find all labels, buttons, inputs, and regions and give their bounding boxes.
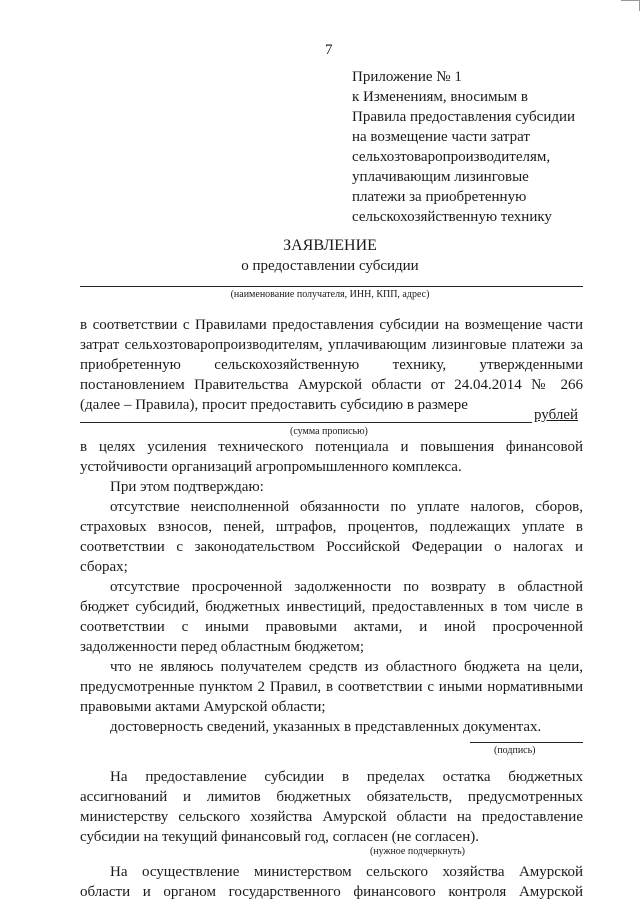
consent-line: министерству сельского хозяйства Амурской области на предоставление bbox=[80, 809, 583, 825]
recipient-caption: (наименование получателя, ИНН, КПП, адрес) bbox=[230, 289, 430, 300]
signature-caption: (подпись) bbox=[494, 745, 536, 756]
confirm4-line: достоверность сведений, указанных в представленных документах. bbox=[110, 719, 542, 735]
para2-line: устойчивости организаций агропромышленного комплекса. bbox=[80, 459, 462, 475]
para1-line: постановлением Правительства Амурской области от 24.04.2014 № 266 bbox=[80, 377, 583, 393]
page-title: ЗАЯВЛЕНИЕ bbox=[283, 237, 377, 254]
confirm3-line: правовыми актами Амурской области; bbox=[80, 699, 326, 715]
appendix-line: платежи за приобретенную bbox=[352, 189, 527, 205]
para1-line: приобретенную сельскохозяйственную технику, утвержденными bbox=[80, 357, 583, 373]
confirm-intro: При этом подтверждаю: bbox=[110, 479, 264, 495]
confirm2-line: соответствии с иными правовыми актами, и иной просроченной bbox=[80, 619, 583, 635]
page-corner-mark bbox=[621, 0, 640, 11]
confirm2-line: задолженности перед областным бюджетом; bbox=[80, 639, 364, 655]
appendix-line: уплачивающим лизинговые bbox=[352, 169, 529, 185]
recipient-field-line bbox=[80, 286, 583, 287]
confirm1-line: отсутствие неисполненной обязанности по уплате налогов, сборов, bbox=[110, 499, 583, 515]
appendix-line: сельхозтоваропроизводителям, bbox=[352, 149, 551, 165]
sum-field-line bbox=[80, 422, 532, 423]
para1-line: (далее – Правила), просит предоставить субсидию в размере bbox=[80, 397, 468, 413]
rubles-label: рублей bbox=[534, 407, 579, 423]
appendix-line: к Изменениям, вносимым в bbox=[352, 89, 528, 105]
appendix-line: Правила предоставления субсидии bbox=[352, 109, 576, 125]
confirm3-line: предусмотренные пунктом 2 Правил, в соответствии с иными нормативными bbox=[80, 679, 583, 695]
appendix-line: на возмещение части затрат bbox=[352, 129, 530, 145]
para1-line: в соответствии с Правилами предоставления субсидии на возмещение части bbox=[80, 317, 583, 333]
page-number: 7 bbox=[325, 42, 333, 58]
confirm2-line: отсутствие просроченной задолженности по возврату в областной bbox=[110, 579, 583, 595]
sum-caption: (сумма прописью) bbox=[290, 426, 368, 437]
control-line: На осуществление министерством сельского хозяйства Амурской bbox=[110, 864, 583, 880]
consent-line: субсидии на текущий финансовый год, согласен (не согласен). bbox=[80, 829, 479, 845]
confirm3-line: что не являюсь получателем средств из областного бюджета на цели, bbox=[110, 659, 583, 675]
signature-field-line bbox=[470, 742, 583, 743]
consent-line: На предоставление субсидии в пределах остатка бюджетных bbox=[110, 769, 583, 785]
para2-line: в целях усиления технического потенциала и повышения финансовой bbox=[80, 439, 583, 455]
control-line: области и органом государственного финансового контроля Амурской bbox=[80, 884, 583, 900]
confirm1-line: страховых взносов, пеней, штрафов, процентов, подлежащих уплате в bbox=[80, 519, 583, 535]
confirm2-line: бюджет субсидий, бюджетных инвестиций, предоставленных в том числе в bbox=[80, 599, 583, 615]
confirm1-line: соответствии с законодательством Российской Федерации о налогах и bbox=[80, 539, 583, 555]
appendix-line: сельскохозяйственную технику bbox=[352, 209, 552, 225]
page-subtitle: о предоставлении субсидии bbox=[241, 258, 419, 274]
appendix-line: Приложение № 1 bbox=[352, 69, 462, 85]
confirm1-line: сборах; bbox=[80, 559, 128, 575]
para1-line: затрат сельхозтоваропроизводителям, уплачивающим лизинговые платежи за bbox=[80, 337, 583, 353]
underline-caption: (нужное подчеркнуть) bbox=[370, 846, 465, 857]
consent-line: ассигнований и лимитов бюджетных обязательств, предусмотренных bbox=[80, 789, 583, 805]
